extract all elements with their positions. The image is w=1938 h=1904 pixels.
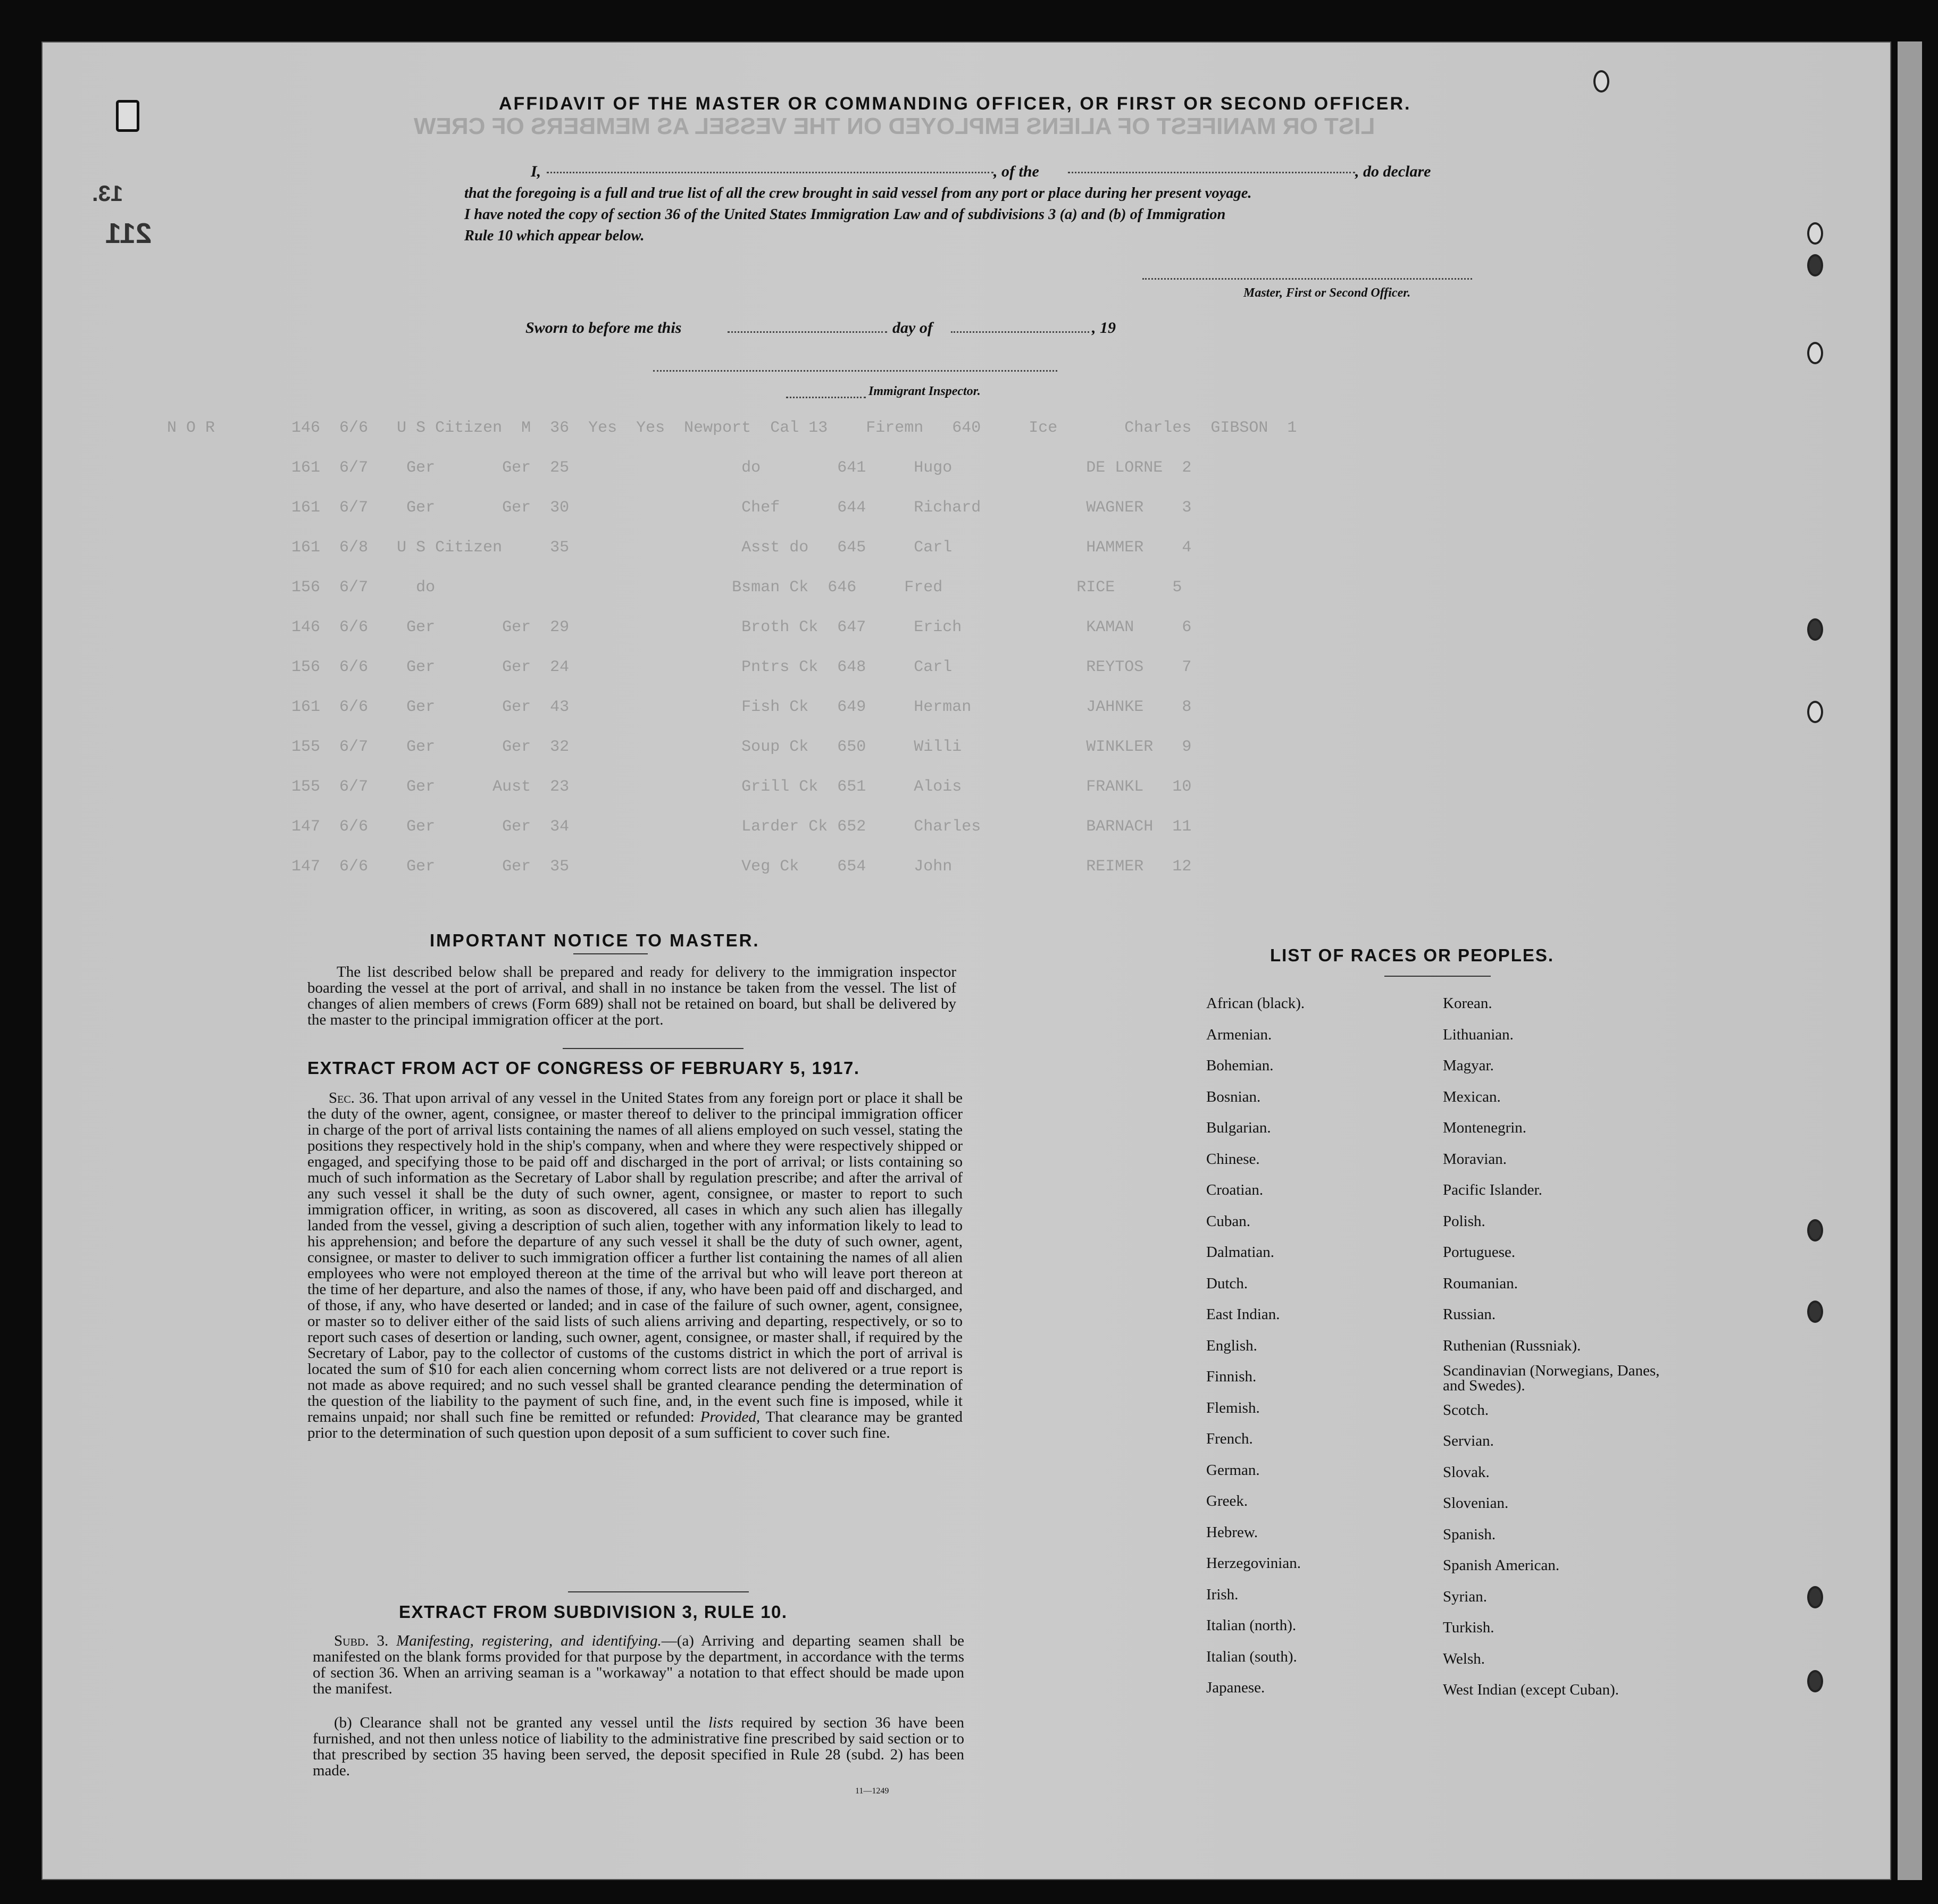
race-item: Italian (north). <box>1206 1617 1297 1634</box>
name-blank <box>547 172 993 173</box>
year-label: , 19 <box>1092 319 1116 337</box>
race-item: West Indian (except Cuban). <box>1443 1681 1619 1698</box>
bleed-through-row: 147 6/6 Ger Ger 34 Larder Ck 652 Charles BARNACH 11 <box>148 818 1192 836</box>
race-item: Moravian. <box>1443 1150 1507 1168</box>
race-item: Hebrew. <box>1206 1523 1258 1541</box>
race-item: African (black). <box>1206 995 1305 1012</box>
race-item: Montenegrin. <box>1443 1119 1527 1136</box>
act-body-end: That clearance may be granted prior to the determination of such question upon deposit of a sum sufficient to cover such fine. <box>307 1408 963 1441</box>
month-blank <box>951 331 1089 333</box>
day-of-label: day of <box>892 319 933 337</box>
race-item: Slovenian. <box>1443 1495 1509 1512</box>
act-title <box>307 1058 860 1078</box>
race-item: Servian. <box>1443 1432 1494 1449</box>
race-item: East Indian. <box>1206 1306 1280 1323</box>
punch-hole <box>1807 342 1823 364</box>
bleed-through-row: 155 6/7 Ger Ger 32 Soup Ck 650 Willi WINKLER 9 <box>148 738 1192 756</box>
race-item: Chinese. <box>1206 1150 1260 1168</box>
bleed-through-row: 161 6/7 Ger Ger 30 Chef 644 Richard WAGNER 3 <box>148 499 1192 517</box>
notice-title: IMPORTANT NOTICE TO MASTER. <box>430 930 760 950</box>
race-item: Irish. <box>1206 1586 1239 1603</box>
bleed-through-row: 161 6/6 Ger Ger 43 Fish Ck 649 Herman JAHNKE 8 <box>148 698 1192 716</box>
punch-hole <box>1807 1219 1823 1242</box>
bleed-through-row: 161 6/7 Ger Ger 25 do 641 Hugo DE LORNE 2 <box>148 459 1192 477</box>
punch-hole <box>1593 70 1609 93</box>
affidavit-title: AFFIDAVIT OF THE MASTER OR COMMANDING OFFICER, OR FIRST OR SECOND OFFICER. <box>499 94 1411 114</box>
act-title-text: EXTRACT FROM ACT OF CONGRESS OF FEBRUARY 5, 1917. <box>307 1058 860 1078</box>
vessel-blank <box>1068 172 1355 173</box>
race-item: Roumanian. <box>1443 1274 1518 1292</box>
race-item: Pacific Islander. <box>1443 1181 1542 1198</box>
race-item: Flemish. <box>1206 1399 1260 1416</box>
race-item: Slovak. <box>1443 1463 1490 1481</box>
inspector-signature-line-2 <box>786 397 866 398</box>
race-item: Bosnian. <box>1206 1088 1261 1105</box>
race-item: Lithuanian. <box>1443 1026 1514 1043</box>
bleed-through-row: 156 6/7 do Bsman Ck 646 Fred RICE 5 <box>148 578 1182 597</box>
act-section-label: Sec. 36. <box>329 1089 379 1106</box>
race-item: Greek. <box>1206 1492 1248 1509</box>
race-item: Welsh. <box>1443 1650 1485 1667</box>
master-signature-label: Master, First or Second Officer. <box>1243 286 1411 300</box>
notice-underline <box>573 953 648 954</box>
race-item: Korean. <box>1443 995 1492 1012</box>
punch-hole <box>1807 701 1823 723</box>
affidavit-do-declare: , do declare <box>1355 163 1431 180</box>
punch-hole <box>1807 1301 1823 1323</box>
race-item: Spanish American. <box>1443 1557 1560 1574</box>
bleed-through-row: 156 6/6 Ger Ger 24 Pntrs Ck 648 Carl REYTOS 7 <box>148 658 1192 676</box>
rule-para-b-lists: lists <box>708 1714 733 1731</box>
race-item: Russian. <box>1443 1306 1496 1323</box>
rule-para-a-text: —(a) Arriving and departing seamen shall be manifested on the blank forms provided for that purpose by the department, in accordance with the terms of section 36. When an arriving seaman is a "workaway" a notation to that effect should be made upon the manifest. <box>313 1632 964 1697</box>
race-item: Dalmatian. <box>1206 1244 1275 1261</box>
punch-hole <box>1807 254 1823 276</box>
rule-para-b-start: (b) Clearance shall not be granted any vessel until the <box>334 1714 701 1731</box>
inspector-label: Immigrant Inspector. <box>868 384 981 398</box>
race-item: Dutch. <box>1206 1274 1248 1292</box>
rule-subd-title: Manifesting, registering, and identifying. <box>396 1632 662 1649</box>
races-underline <box>1384 976 1491 977</box>
punch-hole <box>1807 618 1823 641</box>
divider <box>563 1048 744 1049</box>
page-edge-strip <box>1898 41 1922 1880</box>
race-item: Italian (south). <box>1206 1648 1297 1665</box>
race-item: Mexican. <box>1443 1088 1501 1105</box>
inspector-signature-line <box>653 370 1057 372</box>
punch-mark <box>116 100 139 132</box>
race-item: Cuban. <box>1206 1212 1250 1230</box>
master-signature-line <box>1142 278 1472 280</box>
races-right-column <box>1443 988 1698 1706</box>
bleed-through-row: 155 6/7 Ger Aust 23 Grill Ck 651 Alois FRANKL 10 <box>148 778 1192 796</box>
notice-body: The list described below shall be prepared and ready for delivery to the immigration inspector boarding the vessel at the port of arrival, and shall in no instance be taken from the vessel. The list of changes of alien members of crews (Form 689) shall not be retained on board, but shall be delivered by the master to the principal immigration officer at the port. <box>307 963 956 1028</box>
punch-hole <box>1807 1670 1823 1692</box>
affidavit-line-2: that the foregoing is a full and true list of all the crew brought in said vessel from any port or place during her present voyage. <box>464 185 1252 202</box>
race-item: Scandinavian (Norwegians, Danes, and Swedes). <box>1443 1362 1660 1394</box>
races-left-column <box>1206 988 1430 1704</box>
act-provided: Provided, <box>700 1408 761 1425</box>
divider <box>568 1591 749 1592</box>
rule-para-b-end: required by section 36 have been furnished, and not then unless notice of liability to the administrative fine prescribed by said section or to that prescribed by section 35 having been served, the deposit specified in Rule 28 (subd. 2) has been made. <box>313 1714 965 1779</box>
race-item: Syrian. <box>1443 1588 1487 1605</box>
race-item: Armenian. <box>1206 1026 1272 1043</box>
day-blank <box>728 331 887 333</box>
affidavit-of-the: , of the <box>993 163 1039 180</box>
rule-title: EXTRACT FROM SUBDIVISION 3, RULE 10. <box>399 1602 788 1622</box>
manifest-page <box>41 41 1891 1880</box>
race-item: Croatian. <box>1206 1181 1264 1198</box>
race-item: Scotch. <box>1443 1401 1489 1419</box>
affidavit-line-3: I have noted the copy of section 36 of the United States Immigration Law and of subdivisions 3 (a) and (b) of Immigration <box>464 206 1226 223</box>
race-item: Bulgarian. <box>1206 1119 1271 1136</box>
race-item: Polish. <box>1443 1212 1485 1230</box>
rule-para-a <box>313 1633 964 1697</box>
race-item: Portuguese. <box>1443 1244 1516 1261</box>
bleed-through-header: LIST OR MANIFEST OF ALIENS EMPLOYED ON THE VESSEL AS MEMBERS OF CREW <box>414 113 1375 139</box>
sworn-label: Sworn to before me this <box>525 319 682 337</box>
race-item: Japanese. <box>1206 1679 1265 1696</box>
rule-subd-label: Subd. 3. <box>334 1632 389 1649</box>
affidavit-line-4: Rule 10 which appear below. <box>464 228 645 244</box>
punch-hole <box>1807 222 1823 245</box>
act-body-text: That upon arrival of any vessel in the United States from any foreign port or place it shall be the duty of the owner, agent, consignee, or master thereof to deliver to the principal immigration officer in charge of the port of arrival lists containing the names of all aliens employed on such vessel, stating the positions they respectively hold in the ship's company, when and where they were respectively shipped or engaged, and specifying those to be paid off and discharged in the port of arrival; or lists containing so much of such information as the Secretary of Labor shall by regulation prescribe; and after the arrival of any such vessel it shall be the duty of such owner, agent, consignee, or master to report to such immigration officer, in writing, as soon as discovered, all cases in which any such alien has illegally landed from the vessel, giving a description of such alien, together with any information likely to lead to his apprehension; and before the departure of any such vessel it shall be the duty of such owner, agent, consignee, or master to deliver to such immigration officer a further list containing the names of all alien employees who were not employed thereon at the time of the arrival but who will leave port thereon at the time of her departure, and also the names of those, if any, who have been paid off and discharged, and of those, if any, who have deserted or landed; and in case of the failure of such owner, agent, consignee, or master so to deliver either of the said lists of such aliens arriving and departing, respectively, or so to report such cases of desertion or landing, such owner, agent, consignee, or master shall, if required by the Secretary of Labor, pay to the collector of customs of the customs district in which the port of arrival is located the sum of $10 for each alien concerning whom correct lists are not delivered or a true report is not made as above required; and no such vessel shall be granted clearance pending the determination of the question of the liability to the payment of such fine, and, in the event such fine is imposed, while it remains unpaid; nor shall such fine be remitted or refunded: <box>307 1089 963 1425</box>
races-title: LIST OF RACES OR PEOPLES. <box>1270 945 1555 965</box>
race-item: French. <box>1206 1430 1253 1447</box>
race-item: German. <box>1206 1461 1260 1479</box>
race-item: Turkish. <box>1443 1619 1494 1636</box>
bleed-through-row: 147 6/6 Ger Ger 35 Veg Ck 654 John REIMER 12 <box>148 858 1192 876</box>
punch-hole <box>1807 1586 1823 1608</box>
race-item: Ruthenian (Russniak). <box>1443 1337 1581 1354</box>
form-number: 11—1249 <box>855 1786 889 1796</box>
bleed-through-row: 161 6/8 U S Citizen 35 Asst do 645 Carl HAMMER 4 <box>148 539 1192 557</box>
race-item: English. <box>1206 1337 1257 1354</box>
rule-para-b <box>313 1715 964 1779</box>
bleed-through-row: N O R 146 6/6 U S Citizen M 36 Yes Yes Newport Cal 13 Firemn 640 Ice Charles GIBSON 1 <box>148 419 1297 437</box>
race-item: Spanish. <box>1443 1525 1496 1543</box>
race-item: Herzegovinian. <box>1206 1555 1301 1572</box>
margin-number: 211 <box>105 217 152 249</box>
race-item: Magyar. <box>1443 1057 1494 1074</box>
act-body <box>307 1090 963 1441</box>
bleed-through-row: 146 6/6 Ger Ger 29 Broth Ck 647 Erich KAMAN 6 <box>148 618 1192 636</box>
race-item: Bohemian. <box>1206 1057 1274 1074</box>
margin-mark: 13. <box>92 181 123 206</box>
race-item: Finnish. <box>1206 1368 1257 1385</box>
affidavit-i-label: I, <box>531 163 541 180</box>
